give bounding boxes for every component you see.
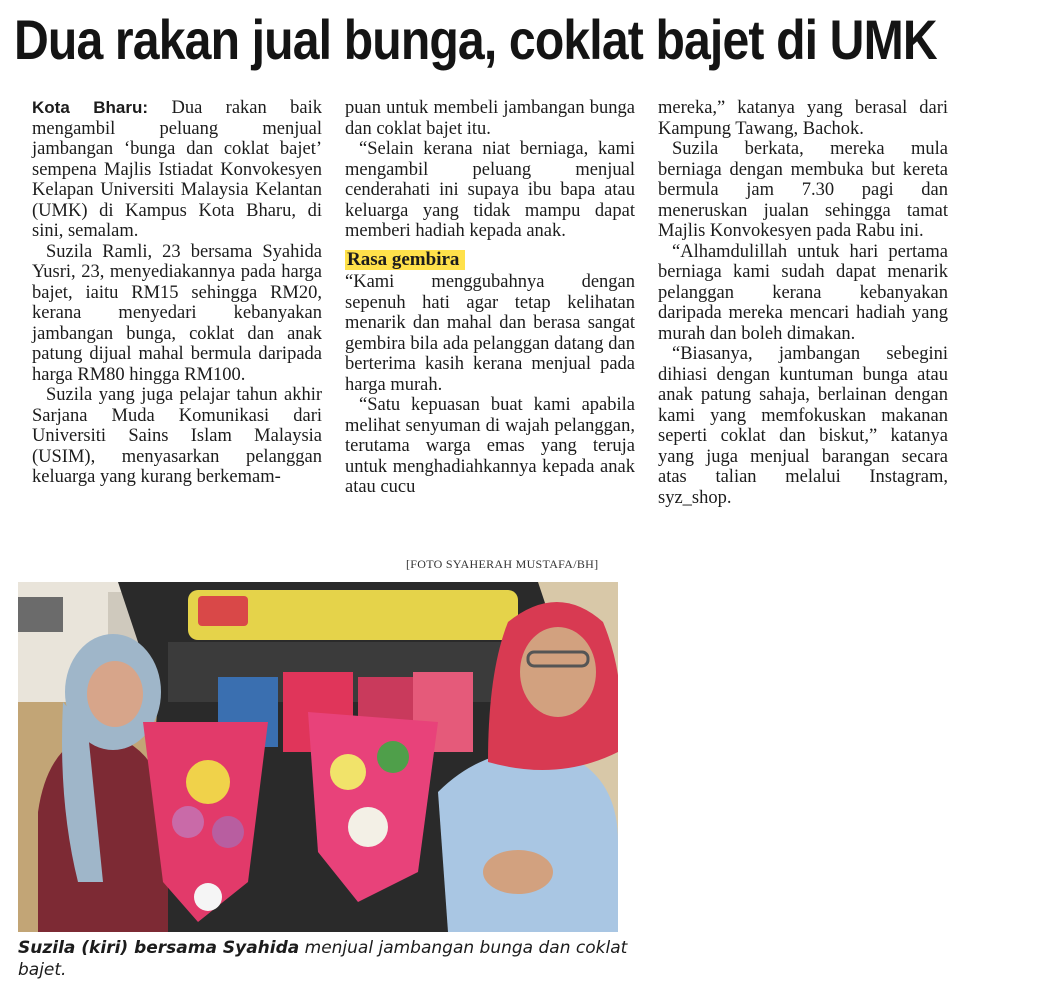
paragraph: “Satu kepuasan buat kami apabila melihat senyuman di wajah pelanggan, terutama warga emas yang teruja untuk menghadiahkannya kepada anak atau cucu	[345, 395, 635, 497]
paragraph: “Biasanya, jambangan sebegini dihiasi dengan kuntuman bunga atau anak patung sahaja, berlainan dengan kami yang memfokuskan makanan seperti coklat dan biskut,” katanya yang juga menjual barangan secara atas talian melalui Instagram, syz_shop.	[658, 344, 948, 508]
paragraph: Suzila berkata, mereka mula berniaga dengan membuka but kereta bermula jam 7.30 pagi dan meneruskan jualan sehingga tamat Majlis Konvokesyen pada Rabu ini.	[658, 139, 948, 241]
paragraph-text: Dua rakan baik mengambil peluang menjual jambangan ‘bunga dan coklat bajet’ sempena Majlis Istiadat Konvokesyen Kelapan Universiti Malaysia Kelantan (UMK) di Kampus Kota Bharu, di sini, semalam.	[32, 98, 322, 241]
article-column-2	[345, 98, 635, 498]
paragraph: “Kami menggubahnya dengan sepenuh hati agar tetap kelihatan menarik dan mahal dan berasa sangat gembira bila ada pelanggan datang dan berterima kasih kerana menjual pada harga murah.	[345, 272, 635, 395]
paragraph: Suzila Ramli, 23 bersama Syahida Yusri, 23, menyediakannya pada harga bajet, iaitu RM15 sehingga RM20, kerana menyedari kebanyakan jambangan bunga, coklat dan anak patung dijual mahal bermula daripada harga RM80 hingga RM100.	[32, 241, 322, 385]
dateline: Kota Bharu:	[32, 98, 149, 117]
paragraph: mereka,” katanya yang berasal dari Kampung Tawang, Bachok.	[658, 98, 948, 139]
photo-caption	[18, 937, 628, 981]
article-column-1	[32, 98, 322, 488]
paragraph: Suzila yang juga pelajar tahun akhir Sarjana Muda Komunikasi dari Universiti Sains Islam Malaysia (USIM), menyasarkan pelanggan keluarga yang kurang berkemam-	[32, 385, 322, 487]
photo-illustration	[18, 582, 618, 932]
paragraph: “Selain kerana niat berniaga, kami mengambil peluang menjual cenderahati ini supaya ibu bapa atau keluarga yang tidak mampu dapat memberi hadiah kepada anak.	[345, 139, 635, 241]
paragraph: “Alhamdulillah untuk hari pertama berniaga kami sudah dapat menarik pelanggan kerana kebanyakan daripada mereka mencari hadiah yang murah dan boleh dimakan.	[658, 241, 948, 344]
subhead-wrap	[345, 242, 635, 273]
article-column-3	[658, 98, 948, 508]
photo-credit: [FOTO SYAHERAH MUSTAFA/BH]	[406, 557, 599, 571]
paragraph: puan untuk membeli jambangan bunga dan coklat bajet itu.	[345, 98, 635, 139]
caption-text: menjual jambangan bunga dan coklat bajet.	[18, 938, 628, 980]
news-photo	[18, 582, 618, 932]
headline: Dua rakan jual bunga, coklat bajet di UMK	[14, 8, 937, 71]
subhead: Rasa gembira	[345, 250, 465, 271]
caption-bold: Suzila (kiri) bersama Syahida	[18, 938, 300, 958]
paragraph	[32, 98, 322, 242]
